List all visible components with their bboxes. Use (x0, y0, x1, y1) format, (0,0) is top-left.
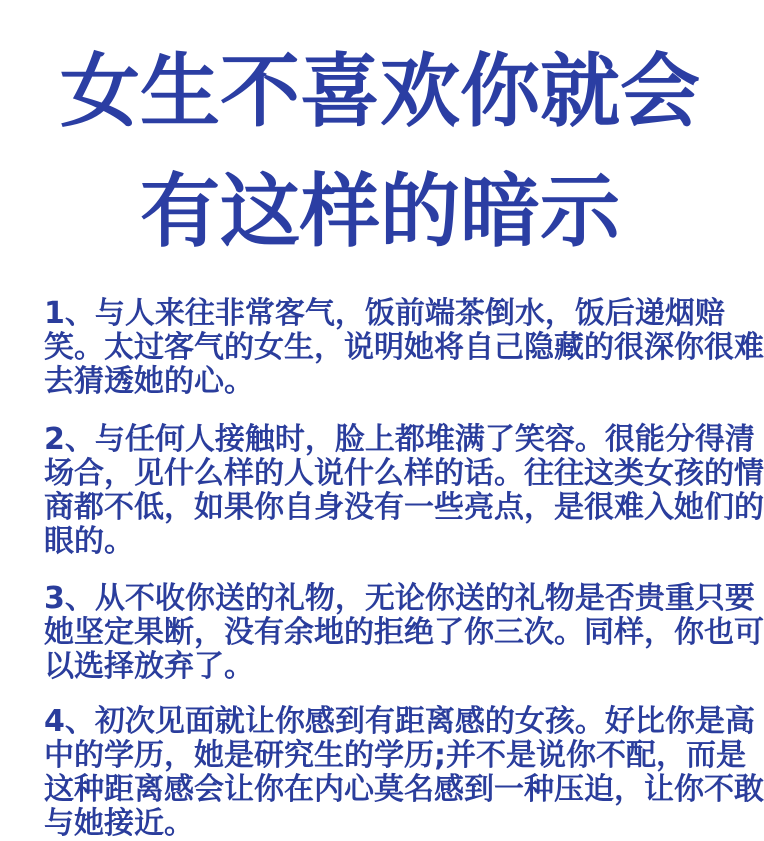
paragraph-line: 与她接近。 (44, 806, 194, 841)
headline-line-2: 有这样的暗示 (140, 165, 620, 258)
paragraph-line: 去猜透她的心。 (44, 364, 254, 399)
paragraph-line: 这种距离感会让你在内心莫名感到一种压迫，让你不敢 (44, 772, 764, 807)
paragraph-line: 场合，见什么样的人说什么样的话。往往这类女孩的情 (44, 456, 764, 491)
tip-paragraph-3 (44, 581, 764, 684)
paragraph-line: 以选择放弃了。 (44, 649, 254, 684)
paragraph-line: 1、与人来往非常客气，饭前端茶倒水，饭后递烟赔 (44, 296, 725, 331)
paragraph-line: 中的学历，她是研究生的学历;并不是说你不配，而是 (44, 738, 746, 773)
tip-paragraph-2 (44, 422, 764, 559)
paragraph-line: 笑。太过客气的女生，说明她将自己隐藏的很深你很难 (44, 330, 764, 365)
paragraph-line: 眼的。 (44, 524, 134, 559)
headline-line-1: 女生不喜欢你就会 (60, 45, 700, 138)
paragraph-line: 她坚定果断，没有余地的拒绝了你三次。同样，你也可 (44, 615, 764, 650)
paragraph-line: 商都不低，如果你自身没有一些亮点，是很难入她们的 (44, 490, 764, 525)
paragraph-line: 4、初次见面就让你感到有距离感的女孩。好比你是高 (44, 704, 755, 739)
tip-paragraph-4 (44, 704, 764, 841)
paragraph-line: 3、从不收你送的礼物，无论你送的礼物是否贵重只要 (44, 581, 755, 616)
tip-paragraph-1 (44, 296, 764, 399)
paragraph-line: 2、与任何人接触时，脸上都堆满了笑容。很能分得清 (44, 422, 755, 457)
